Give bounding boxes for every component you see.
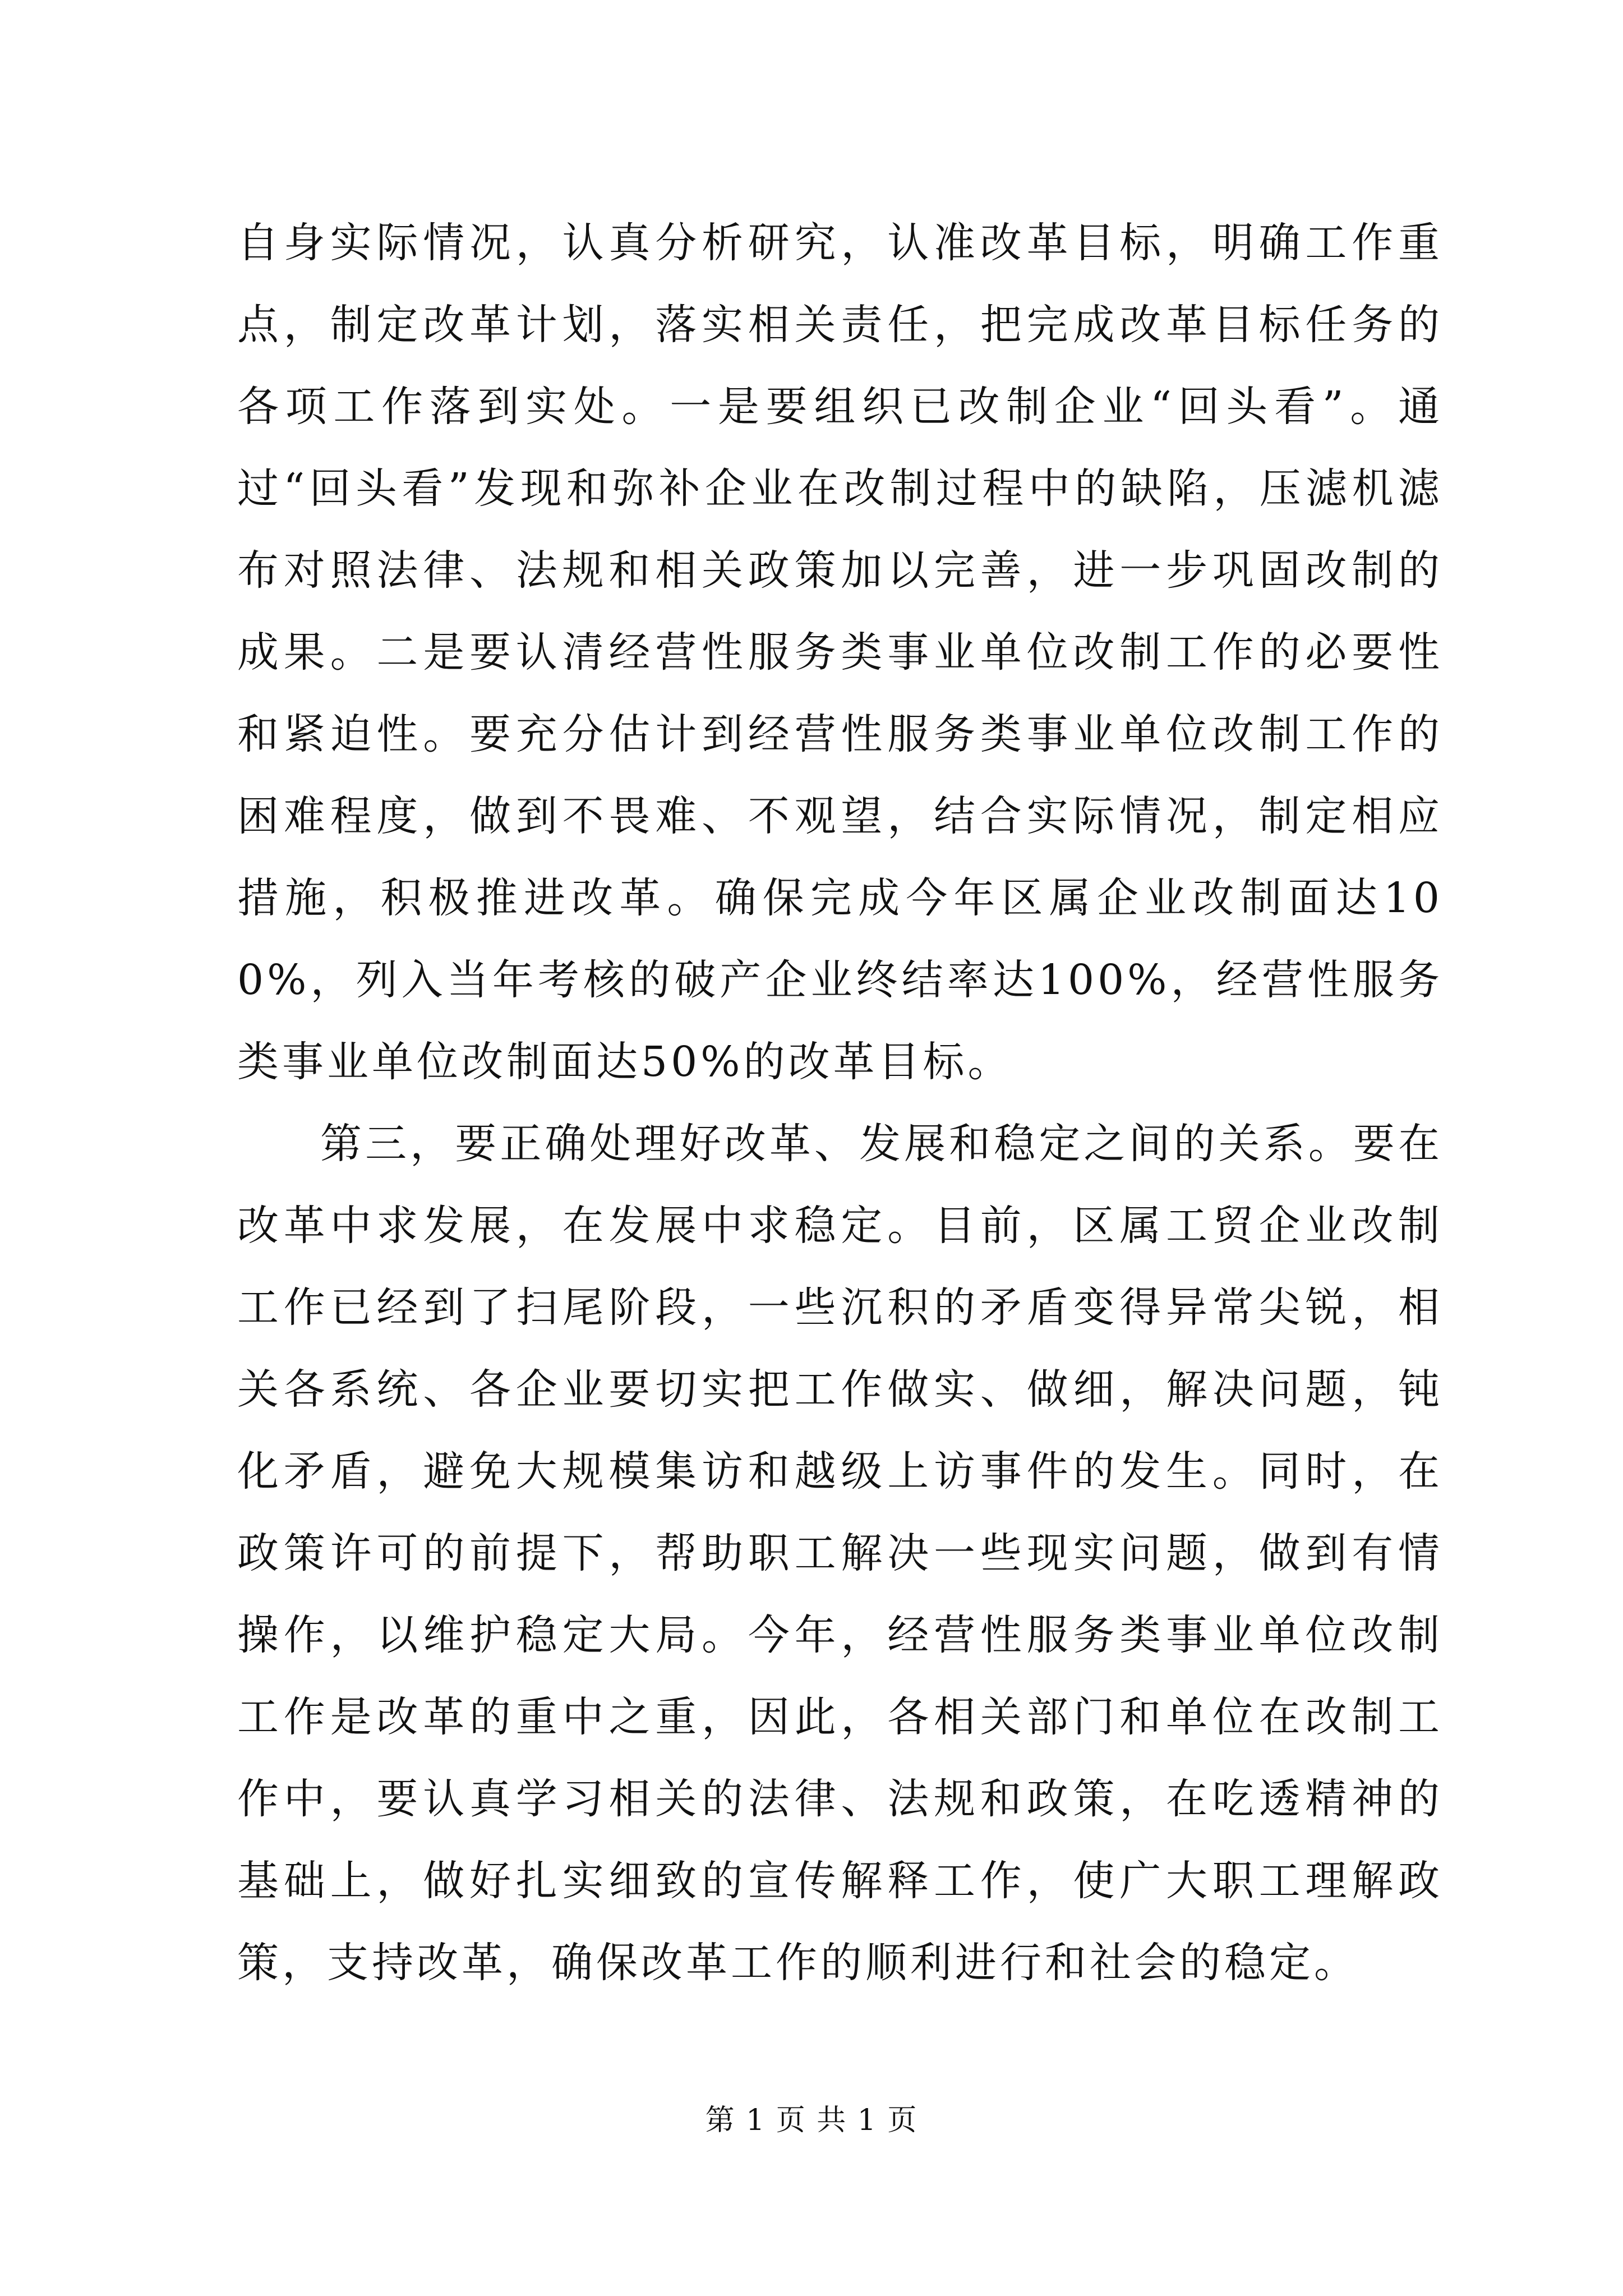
page-footer: 第 1 页 共 1 页 xyxy=(705,2104,918,2137)
paragraph-1: 自身实际情况，认真分析研究，认准改革目标，明确工作重点，制定改革计划，落实相关责任，把完成改革目标任务的各项工作落到实处。一是要组织已改制企业“回头看”。通过“回头看”发现和弥补企业在改制过程中的缺陷，压滤机滤布对照法律、法规和相关政策加以完善，进一步巩固改制的成果。二是要认清经营性服务类事业单位改制工作的必要性和紧迫性。要充分估计到经营性服务类事业单位改制工作的困难程度，做到不畏难、不观望，结合实际情况，制定相应措施，积极推进改革。确保完成今年区属企业改制面达100%，列入当年考核的破产企业终结率达100%，经营性服务类事业单位改制面达50%的改革目标。 xyxy=(237,219,1443,1086)
document-body xyxy=(237,202,1443,2004)
paragraph-2: 第三，要正确处理好改革、发展和稳定之间的关系。要在改革中求发展，在发展中求稳定。目前，区属工贸企业改制工作已经到了扫尾阶段，一些沉积的矛盾变得异常尖锐，相关各系统、各企业要切实把工作做实、做细，解决问题，钝化矛盾，避免大规模集访和越级上访事件的发生。同时，在政策许可的前提下，帮助职工解决一些现实问题，做到有情操作，以维护稳定大局。今年，经营性服务类事业单位改制工作是改革的重中之重，因此，各相关部门和单位在改制工作中，要认真学习相关的法律、法规和政策，在吃透精神的基础上，做好扎实细致的宣传解释工作，使广大职工理解政策，支持改革，确保改革工作的顺利进行和社会的稳定。 xyxy=(237,1120,1443,1987)
